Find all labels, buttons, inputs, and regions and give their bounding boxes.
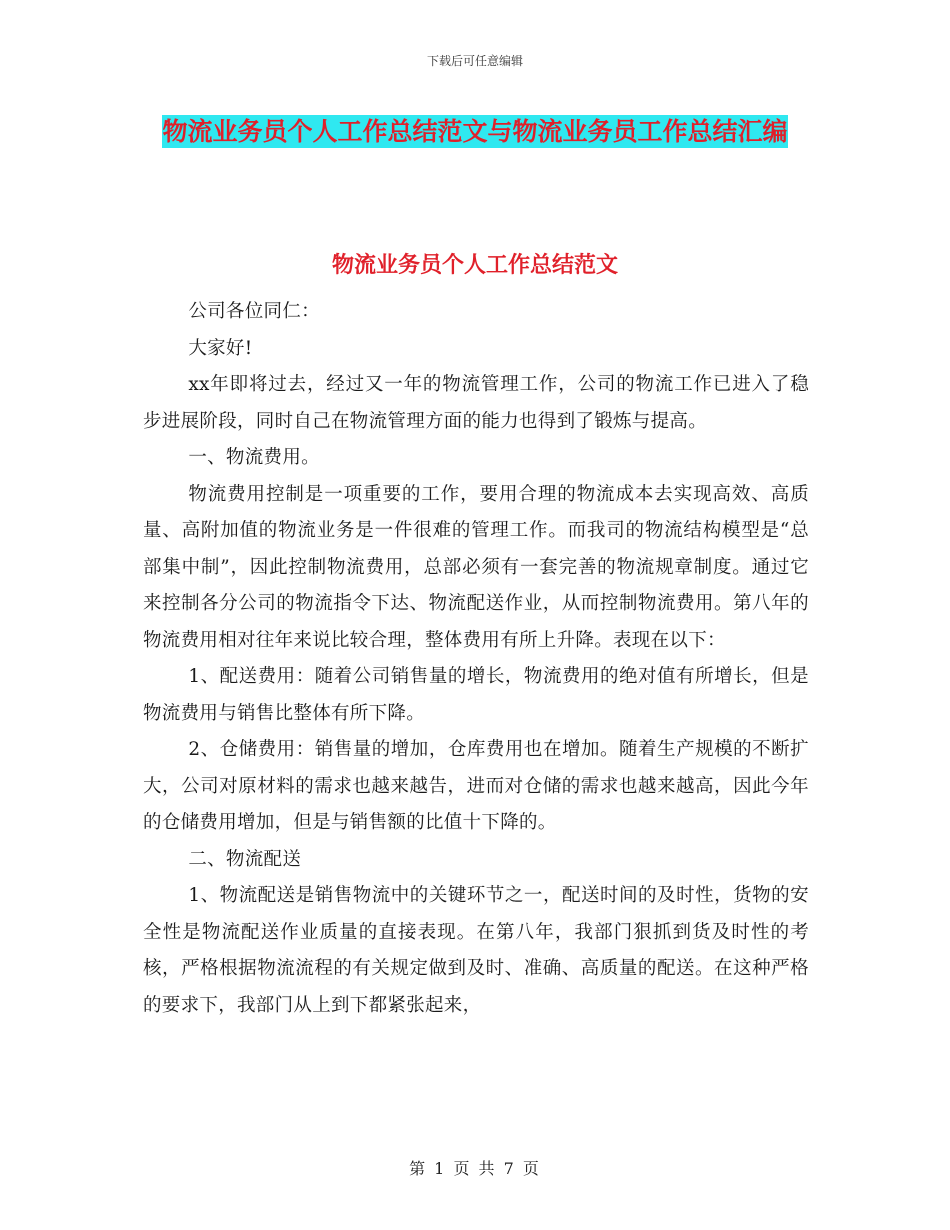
paragraph: 大家好! [188,337,253,359]
paragraph: xx年即将过去，经过又一年的物流管理工作，公司的物流工作已进入了稳步进展阶段，同时自己在物流管理方面的能力也得到了锻炼与提高。 [143,374,809,432]
paragraph: 物流费用控制是一项重要的工作，要用合理的物流成本去实现高效、高质量、高附加值的物流业务是一件很难的管理工作。而我司的物流结构模型是“总部集中制”，因此控制物流费用，总部必须有一套完善的物流规章制度。通过它来控制各分公司的物流指令下达、物流配送作业，从而控制物流费用。第八年的物流费用相对往年来说比较合理，整体费用有所上升降。表现在以下： [143,483,809,651]
section-title: 物流业务员个人工作总结范文 [331,253,618,278]
page-footer: 第 1 页 共 7 页 [409,1159,541,1178]
paragraph: 1、物流配送是销售物流中的关键环节之一，配送时间的及时性，货物的安全性是物流配送作业质量的直接表现。在第八年，我部门狠抓到货及时性的考核，严格根据物流流程的有关规定做到及时、准确、高质量的配送。在这种严格的要求下，我部门从上到下都紧张起来， [143,885,809,1016]
document-title [140,110,810,154]
header-note: 下载后可任意编辑 [426,54,523,68]
document-body [143,294,809,1024]
paragraph: 公司各位同仁： [188,301,320,322]
paragraph: 2、仓储费用：销售量的增加，仓库费用也在增加。随着生产规模的不断扩大，公司对原材料的需求也越来越告，进而对仓储的需求也越来越高，因此今年的仓储费用增加，但是与销售额的比值十下降的。 [143,739,809,833]
document-title-text: 物流业务员个人工作总结范文与物流业务员工作总结汇编 [162,117,788,146]
paragraph: 一、物流费用。 [188,447,320,468]
paragraph: 二、物流配送 [188,848,302,870]
paragraph: 1、配送费用：随着公司销售量的增长，物流费用的绝对值有所增长，但是物流费用与销售比整体有所下降。 [143,666,809,724]
